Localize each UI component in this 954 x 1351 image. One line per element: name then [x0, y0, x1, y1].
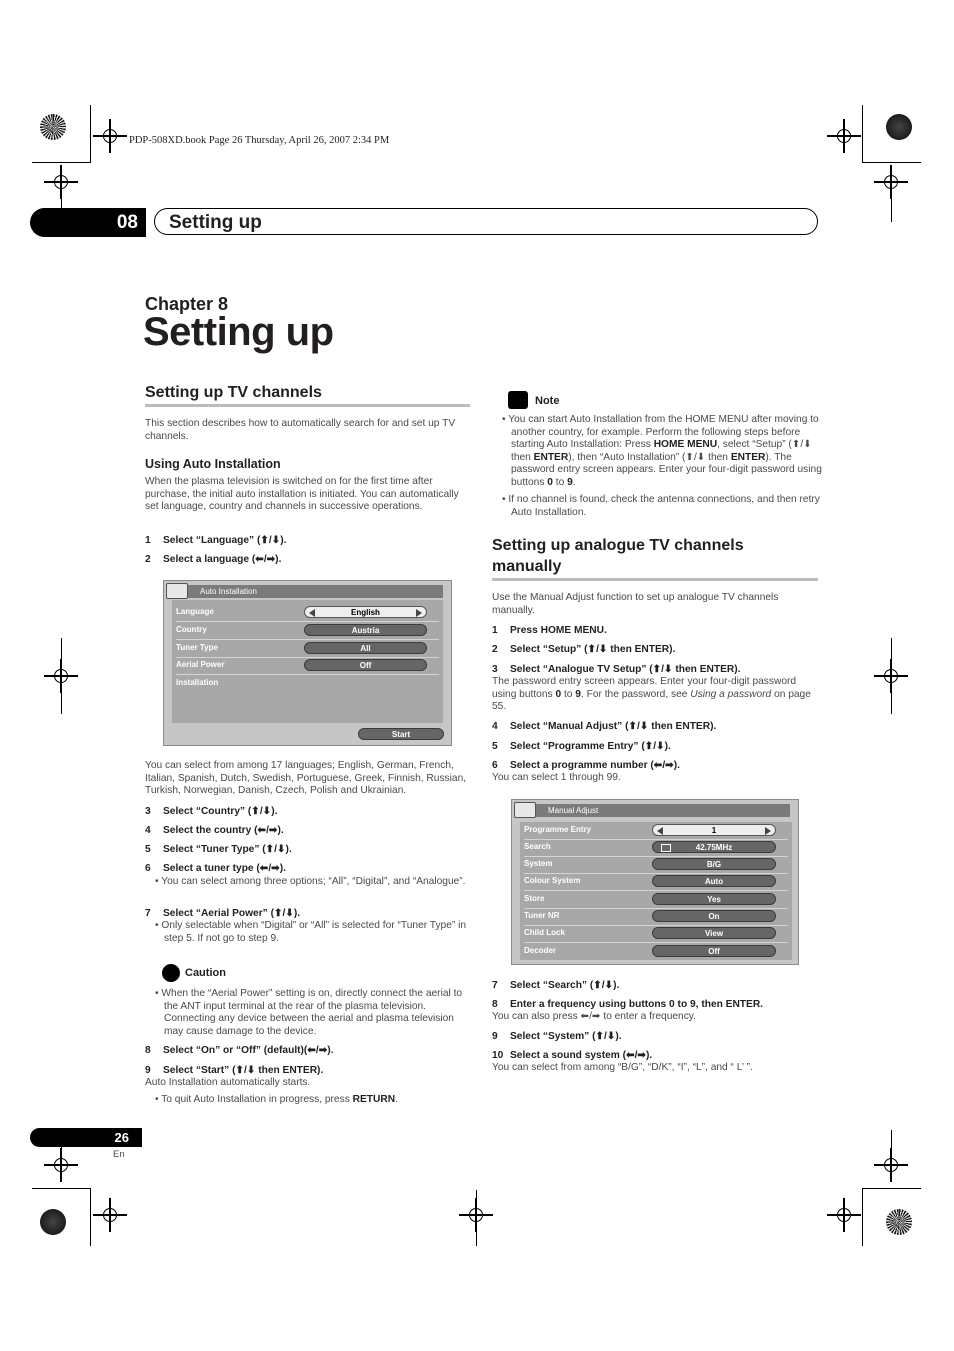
right-arrow-icon: [416, 609, 422, 617]
manual-step-10-text: You can select from among “B/G”, “D/K”, “I”, “L”, and “ L’ ”.: [492, 1062, 753, 1073]
manual-step-6: 6 Select a programme number (⬅/➡).: [492, 760, 680, 771]
section-rule: [145, 404, 470, 407]
manual-step-7: 7 Select “Search” (⬆/⬇).: [492, 980, 620, 991]
chapter-bar: [30, 208, 818, 238]
system-value[interactable]: B/G: [652, 858, 776, 870]
page-title: Setting up: [143, 310, 334, 354]
store-value[interactable]: Yes: [652, 893, 776, 905]
section-intro: This section describes how to automatically search for and set up TV channels.: [145, 418, 456, 442]
start-button[interactable]: Start: [358, 728, 444, 740]
menu-icon: [166, 583, 188, 599]
child-lock-value[interactable]: View: [652, 927, 776, 939]
right-arrow-icon: [765, 827, 771, 835]
manual-step-9: 9 Select “System” (⬆/⬇).: [492, 1031, 622, 1042]
left-arrow-icon: [657, 827, 663, 835]
step-3: 3 Select “Country” (⬆/⬇).: [145, 806, 278, 817]
manual-step-4: 4 Select “Manual Adjust” (⬆/⬇ then ENTER).: [492, 721, 717, 732]
manual-step-6-text: You can select 1 through 99.: [492, 772, 621, 783]
search-frequency-value[interactable]: 42.75MHz: [652, 841, 776, 853]
caution-text: • When the “Aerial Power” setting is on, directly connect the aerial to the ANT input terminal at the rear of the plasma television. Connecting any device between the aerial and plasma television may cause damage to the device.: [155, 988, 463, 1037]
registration-mark: [54, 669, 68, 683]
manual-step-10: 10 Select a sound system (⬅/➡).: [492, 1050, 653, 1061]
color-wheel-mark: [40, 1209, 66, 1235]
colour-system-value[interactable]: Auto: [652, 875, 776, 887]
step-9-bullet: • To quit Auto Installation in progress, press RETURN.: [155, 1094, 398, 1105]
screen-body: [520, 822, 792, 960]
setting-row[interactable]: Country Austria: [176, 622, 439, 640]
sub-heading: Using Auto Installation: [145, 457, 281, 471]
step-6: 6 Select a tuner type (⬅/➡).: [145, 863, 286, 874]
manual-intro: Use the Manual Adjust function to set up analogue TV channels manually.: [492, 592, 779, 616]
setting-row[interactable]: Tuner NR On: [524, 908, 788, 926]
step-7: 7 Select “Aerial Power” (⬆/⬇).: [145, 908, 301, 919]
registration-mark: [884, 1158, 898, 1172]
registration-mark: [884, 669, 898, 683]
setting-row[interactable]: Store Yes: [524, 891, 788, 909]
manual-step-2: 2 Select “Setup” (⬆/⬇ then ENTER).: [492, 644, 676, 655]
registration-mark: [54, 175, 68, 189]
tuner-type-value[interactable]: All: [304, 642, 427, 654]
step-6-bullet: • You can select among three options; “All”, “Digital”, and “Analogue”.: [155, 876, 466, 887]
setting-row[interactable]: Tuner Type All: [176, 640, 439, 658]
section-rule: [492, 578, 818, 581]
section-heading: Setting up analogue TV channels manually: [492, 537, 744, 575]
languages-note: You can select from among 17 languages; English, German, French, Italian, Spanish, Dutch, Swedish, Portuguese, Greek, Finnish, Russian, Turkish, Norwegian, Danish, Czech, Polish and Ukrainian.: [145, 760, 467, 797]
note-bullet-2: • If no channel is found, check the antenna connections, and then retry Auto Installation.: [502, 494, 820, 518]
signal-icon: [661, 844, 671, 852]
setting-row[interactable]: Language English: [176, 604, 439, 622]
file-info: PDP-508XD.book Page 26 Thursday, April 26, 2007 2:34 PM: [129, 135, 390, 146]
registration-mark: [837, 1208, 851, 1222]
manual-step-1: 1 Press HOME MENU.: [492, 625, 607, 636]
step-4: 4 Select the country (⬅/➡).: [145, 825, 284, 836]
screen-body: [172, 600, 443, 723]
chapter-number: 08: [30, 208, 146, 237]
registration-mark: [103, 129, 117, 143]
step-5: 5 Select “Tuner Type” (⬆/⬇).: [145, 844, 292, 855]
setting-row[interactable]: Search 42.75MHz: [524, 839, 788, 857]
note-label: Note: [535, 395, 560, 407]
setting-row[interactable]: Decoder Off: [524, 943, 788, 960]
color-wheel-mark: [40, 114, 66, 140]
registration-mark: [884, 175, 898, 189]
section-heading: Setting up TV channels: [145, 384, 322, 401]
sub-intro: When the plasma television is switched on for the first time after purchase, the initial auto installation is initiated. You can automatically set language, country and channels in successive operations.: [145, 476, 459, 513]
caution-label: Caution: [185, 967, 226, 979]
manual-step-3: 3 Select “Analogue TV Setup” (⬆/⬇ then ENTER).: [492, 664, 741, 675]
manual-step-8-text: You can also press ⬅/➡ to enter a frequency.: [492, 1011, 696, 1022]
manual-step-5: 5 Select “Programme Entry” (⬆/⬇).: [492, 741, 671, 752]
registration-mark: [837, 129, 851, 143]
tuner-nr-value[interactable]: On: [652, 910, 776, 922]
registration-mark: [469, 1208, 483, 1222]
step-9-text: Auto Installation automatically starts.: [145, 1077, 311, 1088]
registration-mark: [54, 1158, 68, 1172]
manual-step-3-text: The password entry screen appears. Enter your four-digit password using buttons 0 to 9. For the password, see Using a password on page 55.: [492, 676, 811, 713]
page-number: 26: [30, 1128, 142, 1147]
setting-row[interactable]: Aerial Power Off: [176, 657, 439, 675]
setting-row[interactable]: Colour System Auto: [524, 873, 788, 891]
color-wheel-mark: [886, 114, 912, 140]
setting-row[interactable]: Programme Entry 1: [524, 822, 788, 840]
language-selector[interactable]: English: [304, 606, 427, 618]
setting-row: Installation: [176, 678, 219, 687]
step-1: 1 Select “Language” (⬆/⬇).: [145, 535, 287, 546]
manual-step-8: 8 Enter a frequency using buttons 0 to 9, then ENTER.: [492, 999, 764, 1010]
screen-title-bar: Auto Installation: [172, 585, 443, 598]
screen-title-bar: Manual Adjust: [520, 804, 790, 817]
registration-mark: [103, 1208, 117, 1222]
auto-installation-screen: [163, 580, 452, 746]
setting-row[interactable]: Child Lock View: [524, 925, 788, 943]
step-9: 9 Select “Start” (⬆/⬇ then ENTER).: [145, 1065, 324, 1076]
chapter-bar-title: Setting up: [154, 208, 818, 235]
menu-icon: [514, 802, 536, 818]
note-icon: [508, 391, 528, 409]
country-value[interactable]: Austria: [304, 624, 427, 636]
caution-icon: [162, 964, 180, 982]
color-wheel-mark: [886, 1209, 912, 1235]
step-7-bullet: • Only selectable when “Digital” or “All” is selected for “Tuner Type” in step 5. If not go to step 9.: [155, 920, 467, 944]
aerial-power-value[interactable]: Off: [304, 659, 427, 671]
programme-entry-selector[interactable]: 1: [652, 824, 776, 836]
chapter-label: Chapter 8: [145, 294, 229, 314]
step-2: 2 Select a language (⬅/➡).: [145, 554, 282, 565]
decoder-value[interactable]: Off: [652, 945, 776, 957]
step-8: 8 Select “On” or “Off” (default)(⬅/➡).: [145, 1045, 334, 1056]
page-language: En: [113, 1149, 125, 1160]
left-arrow-icon: [309, 609, 315, 617]
note-bullet-1: • You can start Auto Installation from the HOME MENU after moving to another country, for example. Perform the following steps before starting Auto Installation: Press HOME MENU, select “Setup” (⬆/⬇ then ENTER), then “Auto Installation” (⬆/⬇ then ENTER). The password entry screen appears. Enter your four-digit password using buttons 0 to 9.: [502, 414, 822, 488]
setting-row[interactable]: System B/G: [524, 856, 788, 874]
manual-adjust-screen: [511, 799, 799, 965]
